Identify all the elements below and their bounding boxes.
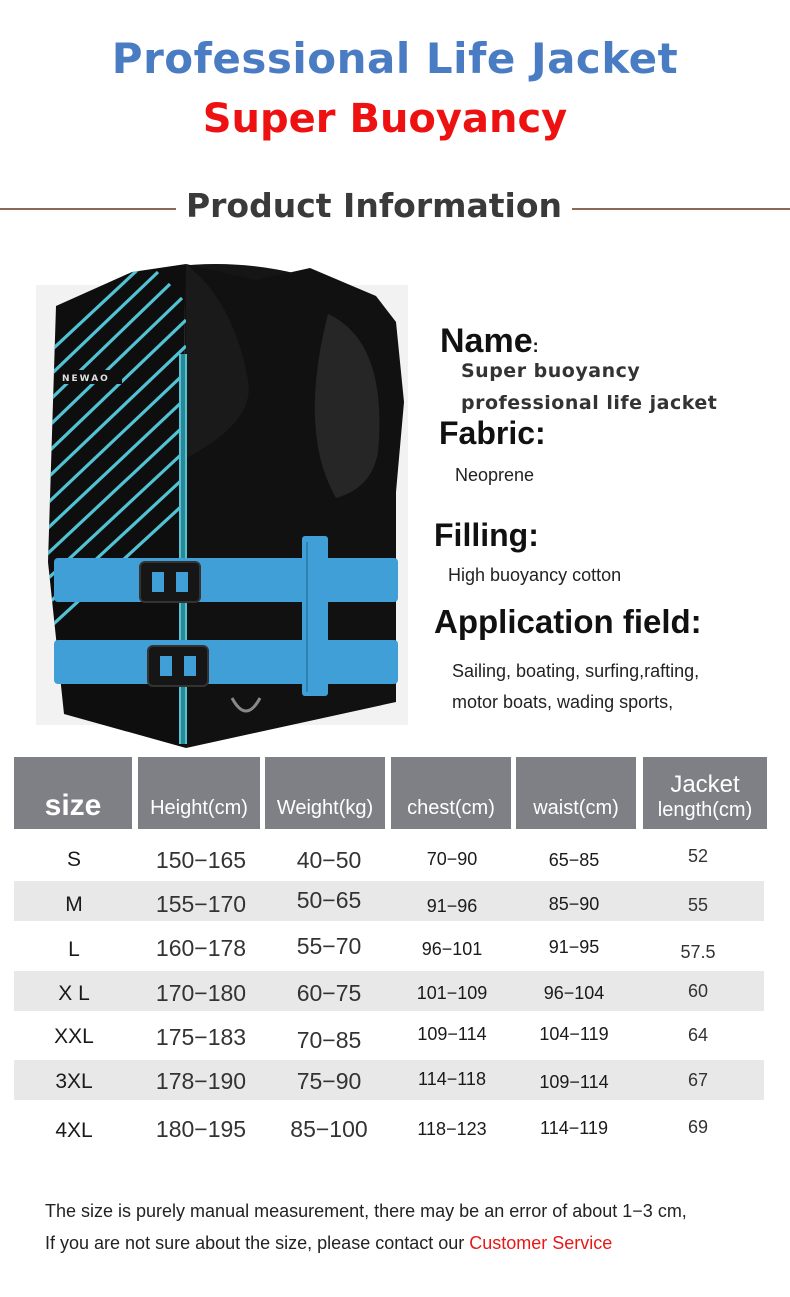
application-label: Application field: [434,603,702,640]
contact-note [45,1233,612,1254]
customer-service-link[interactable]: Customer Service [469,1233,613,1253]
header-label: size [44,789,102,822]
cell-chest: 114−118 [418,1069,486,1089]
cell-length: 60 [687,981,709,1001]
header-waist [516,757,636,829]
product-name-line2: professional life jacket [461,392,718,414]
header-label: waist(cm) [533,797,619,819]
cell-chest: 96−101 [421,939,483,959]
cell-waist: 104−119 [539,1024,609,1044]
cell-waist: 109−114 [539,1072,609,1092]
cell-waist: 114−119 [540,1118,608,1138]
cell-waist: 91−95 [548,937,600,957]
cell-height: 175−183 [155,1024,247,1050]
header-height [138,757,260,829]
contact-note-text: If you are not sure about the size, please contact our [45,1233,470,1253]
cell-weight: 70−85 [296,1027,362,1053]
cell-size: L [68,938,80,961]
header-weight [265,757,385,829]
cell-waist: 96−104 [543,983,605,1003]
filling-value: High buoyancy cotton [448,565,622,585]
cell-size: XXL [54,1025,94,1048]
header-label: Weight(kg) [276,797,374,819]
cell-size: 4XL [55,1119,93,1142]
cell-height: 180−195 [155,1116,247,1142]
cell-weight: 50−65 [296,887,362,913]
cell-height: 178−190 [155,1068,247,1094]
cell-chest: 70−90 [426,849,478,869]
header-size [14,757,132,829]
application-line2: motor boats, wading sports, [452,692,674,712]
section-title: Product Information [185,186,563,225]
cell-chest: 118−123 [417,1119,487,1139]
brand-print: NEWAO [62,374,110,384]
cell-length: 64 [687,1025,709,1045]
cell-chest: 91−96 [426,896,478,916]
cell-chest: 101−109 [416,983,488,1003]
header-label: chest(cm) [407,797,495,819]
name-label: Name [440,322,533,360]
cell-weight: 75−90 [296,1068,362,1094]
application-line1: Sailing, boating, surfing,rafting, [452,661,700,681]
header-label: Height(cm) [150,797,248,819]
fabric-label: Fabric: [439,415,546,451]
cell-weight: 40−50 [296,847,362,873]
filling-label: Filling: [434,517,539,553]
fabric-value: Neoprene [455,465,535,485]
cell-weight: 85−100 [290,1116,368,1142]
cell-waist: 65−85 [548,850,600,870]
cell-length: 69 [687,1117,709,1137]
cell-chest: 109−114 [417,1024,487,1044]
header-chest [391,757,511,829]
cell-length: 57.5 [680,942,716,962]
header-label: Jacket [670,771,740,798]
size-note: The size is purely manual measurement, there may be an error of about 1−3 cm, [45,1201,687,1221]
name-colon: : [532,336,539,356]
cell-size: 3XL [55,1070,93,1093]
cell-height: 155−170 [155,891,247,917]
life-jacket-image [36,262,408,748]
section-divider-left [0,208,176,210]
cell-height: 160−178 [155,935,247,961]
page-title: Professional Life Jacket [111,34,679,83]
cell-size: M [65,893,83,916]
cell-length: 67 [687,1070,709,1090]
cell-height: 150−165 [155,847,247,873]
cell-weight: 55−70 [296,933,362,959]
cell-waist: 85−90 [548,894,600,914]
product-name-line1: Super buoyancy [461,360,641,382]
cell-length: 52 [687,846,709,866]
cell-weight: 60−75 [296,980,362,1006]
section-divider-right [572,208,790,210]
header-label: length(cm) [657,799,753,821]
header-length [643,757,767,829]
cell-height: 170−180 [155,980,247,1006]
cell-size: X L [58,982,90,1005]
cell-length: 55 [687,895,709,915]
page-subtitle: Super Buoyancy [202,96,568,142]
cell-size: S [66,848,81,871]
